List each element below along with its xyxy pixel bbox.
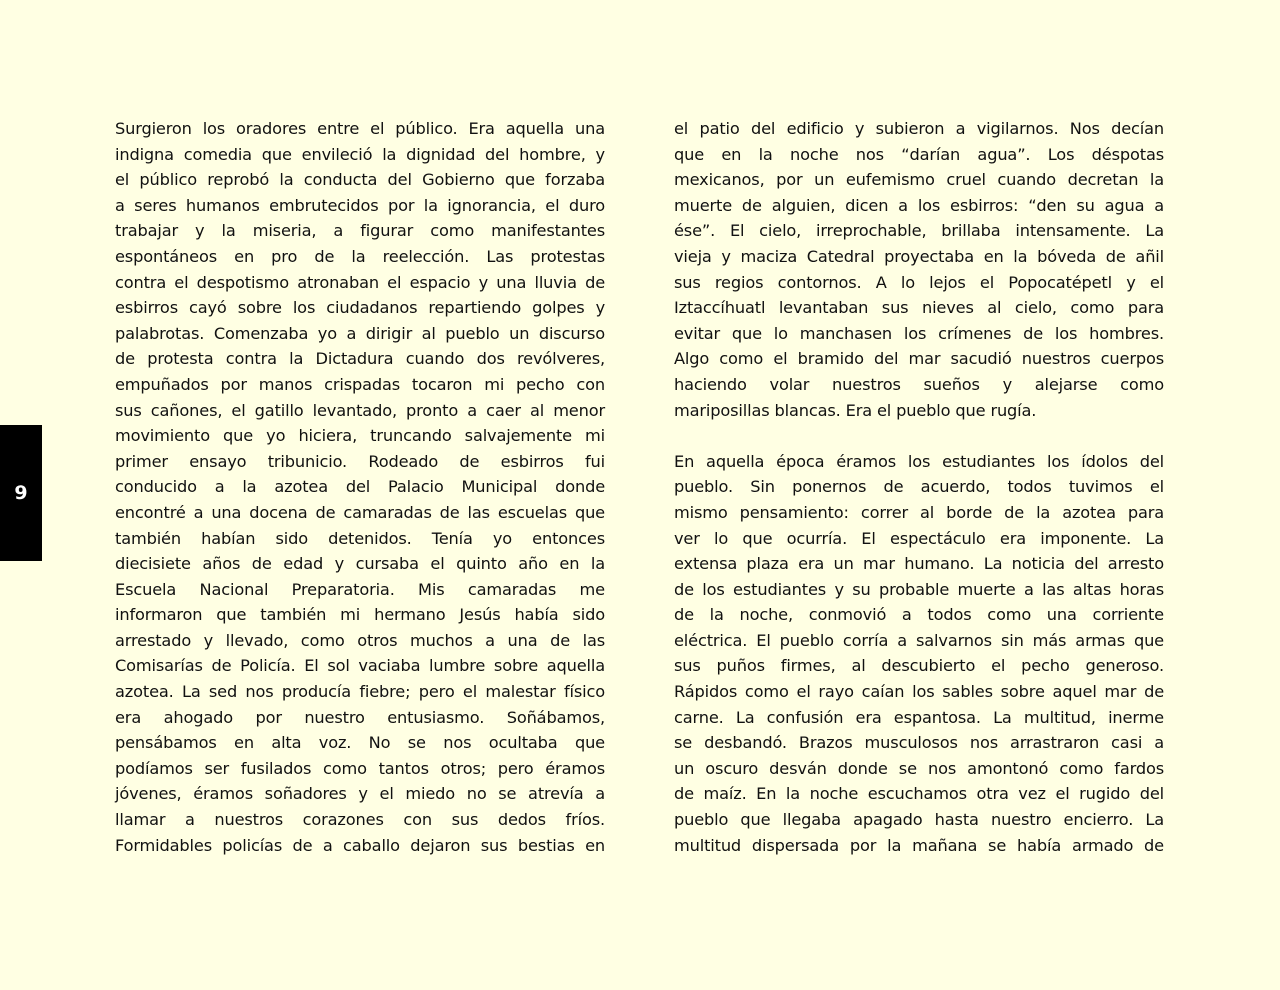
text-line: primer ensayo tribunicio. Rodeado de esbirros fui: [115, 451, 605, 471]
text-line: podíamos ser fusilados como tantos otros; pero éramos: [115, 758, 605, 778]
text-line: mexicanos, por un eufemismo cruel cuando decretan la: [674, 170, 1164, 190]
text-line: espontáneos en pro de la reelección. Las protestas: [115, 246, 605, 266]
text-line: contra el despotismo atronaban el espacio y una lluvia de: [115, 272, 605, 292]
text-line: el público reprobó la conducta del Gobierno que forzaba: [115, 170, 605, 190]
text-line: pensábamos en alta voz. No se nos ocultaba que: [115, 733, 605, 753]
text-line: de maíz. En la noche escuchamos otra vez el rugido del: [674, 784, 1164, 804]
text-line: pueblo que llegaba apagado hasta nuestro encierro. La: [674, 810, 1164, 830]
text-line: de los estudiantes y su probable muerte a las altas horas: [674, 579, 1164, 599]
text-line: el patio del edificio y subieron a vigilarnos. Nos decían: [674, 119, 1164, 138]
text-line: jóvenes, éramos soñadores y el miedo no se atrevía a: [115, 784, 605, 804]
text-line: Escuela Nacional Preparatoria. Mis camaradas me: [115, 579, 605, 599]
text-line: sus cañones, el gatillo levantado, pronto a caer al menor: [115, 400, 605, 420]
text-line: multitud dispersada por la mañana se había armado de: [674, 835, 1164, 855]
text-line: Algo como el bramido del mar sacudió nuestros cuerpos: [674, 349, 1164, 369]
text-line: sus puños firmes, al descubierto el pecho generoso.: [674, 656, 1164, 676]
text-line: sus regios contornos. A lo lejos el Popocatépetl y el: [674, 272, 1164, 292]
text-line: conducido a la azotea del Palacio Municipal donde: [115, 477, 605, 497]
text-line: ver lo que ocurría. El espectáculo era imponente. La: [674, 528, 1164, 548]
text-line: esbirros cayó sobre los ciudadanos repartiendo golpes y: [115, 298, 605, 318]
text-line: encontré a una docena de camaradas de las escuelas que: [115, 502, 605, 522]
text-line: extensa plaza era un mar humano. La noticia del arresto: [674, 554, 1164, 574]
text-line: se desbandó. Brazos musculosos nos arrastraron casi a: [674, 733, 1164, 753]
text-line: Surgieron los oradores entre el público. Era aquella una: [115, 119, 605, 138]
text-line: trabajar y la miseria, a figurar como manifestantes: [115, 221, 605, 241]
text-line: En aquella época éramos los estudiantes los ídolos del: [674, 451, 1164, 471]
text-line: palabrotas. Comenzaba yo a dirigir al pueblo un discurso: [115, 323, 605, 343]
text-line: un oscuro desván donde se nos amontonó como fardos: [674, 758, 1164, 778]
text-line: mismo pensamiento: correr al borde de la azotea para: [674, 502, 1164, 522]
text-line: movimiento que yo hiciera, truncando salvajemente mi: [115, 426, 605, 446]
text-line: haciendo volar nuestros sueños y alejarse como: [674, 374, 1164, 394]
right-column: [674, 116, 1164, 858]
text-line: muerte de alguien, dicen a los esbirros: “den su agua a: [674, 195, 1164, 215]
text-line: de la noche, conmovió a todos como una corriente: [674, 605, 1164, 625]
text-line: empuñados por manos crispadas tocaron mi pecho con: [115, 374, 605, 394]
text-line: pueblo. Sin ponernos de acuerdo, todos tuvimos el: [674, 477, 1164, 497]
text-line: Iztaccíhuatl levantaban sus nieves al cielo, como para: [674, 298, 1164, 318]
text-line: que en la noche nos “darían agua”. Los déspotas: [674, 144, 1164, 164]
text-line: informaron que también mi hermano Jesús había sido: [115, 605, 605, 625]
text-line: indigna comedia que envileció la dignidad del hombre, y: [115, 144, 605, 164]
text-line: también habían sido detenidos. Tenía yo entonces: [115, 528, 605, 548]
text-line: mariposillas blancas. Era el pueblo que rugía.: [674, 400, 1037, 420]
left-column: [115, 116, 605, 858]
text-line: eléctrica. El pueblo corría a salvarnos sin más armas que: [674, 630, 1164, 650]
text-line: Comisarías de Policía. El sol vaciaba lumbre sobre aquella: [115, 656, 605, 676]
text-line: Rápidos como el rayo caían los sables sobre aquel mar de: [674, 682, 1164, 702]
text-line: de protesta contra la Dictadura cuando dos revólveres,: [115, 349, 605, 369]
text-line: ése”. El cielo, irreprochable, brillaba intensamente. La: [674, 221, 1164, 241]
page-number-tab: [0, 425, 42, 561]
paragraph: [674, 449, 1164, 859]
text-line: carne. La confusión era espantosa. La multitud, inerme: [674, 707, 1164, 727]
text-line: diecisiete años de edad y cursaba el quinto año en la: [115, 554, 605, 574]
text-line: evitar que lo manchasen los crímenes de los hombres.: [674, 323, 1164, 343]
paragraph: [674, 116, 1164, 423]
text-line: llamar a nuestros corazones con sus dedos fríos.: [115, 810, 605, 830]
text-line: arrestado y llevado, como otros muchos a una de las: [115, 630, 605, 650]
paragraph-break: [674, 423, 1164, 449]
text-line: a seres humanos embrutecidos por la ignorancia, el duro: [115, 195, 605, 215]
text-line: era ahogado por nuestro entusiasmo. Soñábamos,: [115, 707, 605, 727]
page-number: 9: [14, 482, 28, 504]
text-line: Formidables policías de a caballo dejaron sus bestias en: [115, 835, 605, 855]
text-line: vieja y maciza Catedral proyectaba en la bóveda de añil: [674, 246, 1164, 266]
text-line: azotea. La sed nos producía fiebre; pero el malestar físico: [115, 682, 605, 702]
